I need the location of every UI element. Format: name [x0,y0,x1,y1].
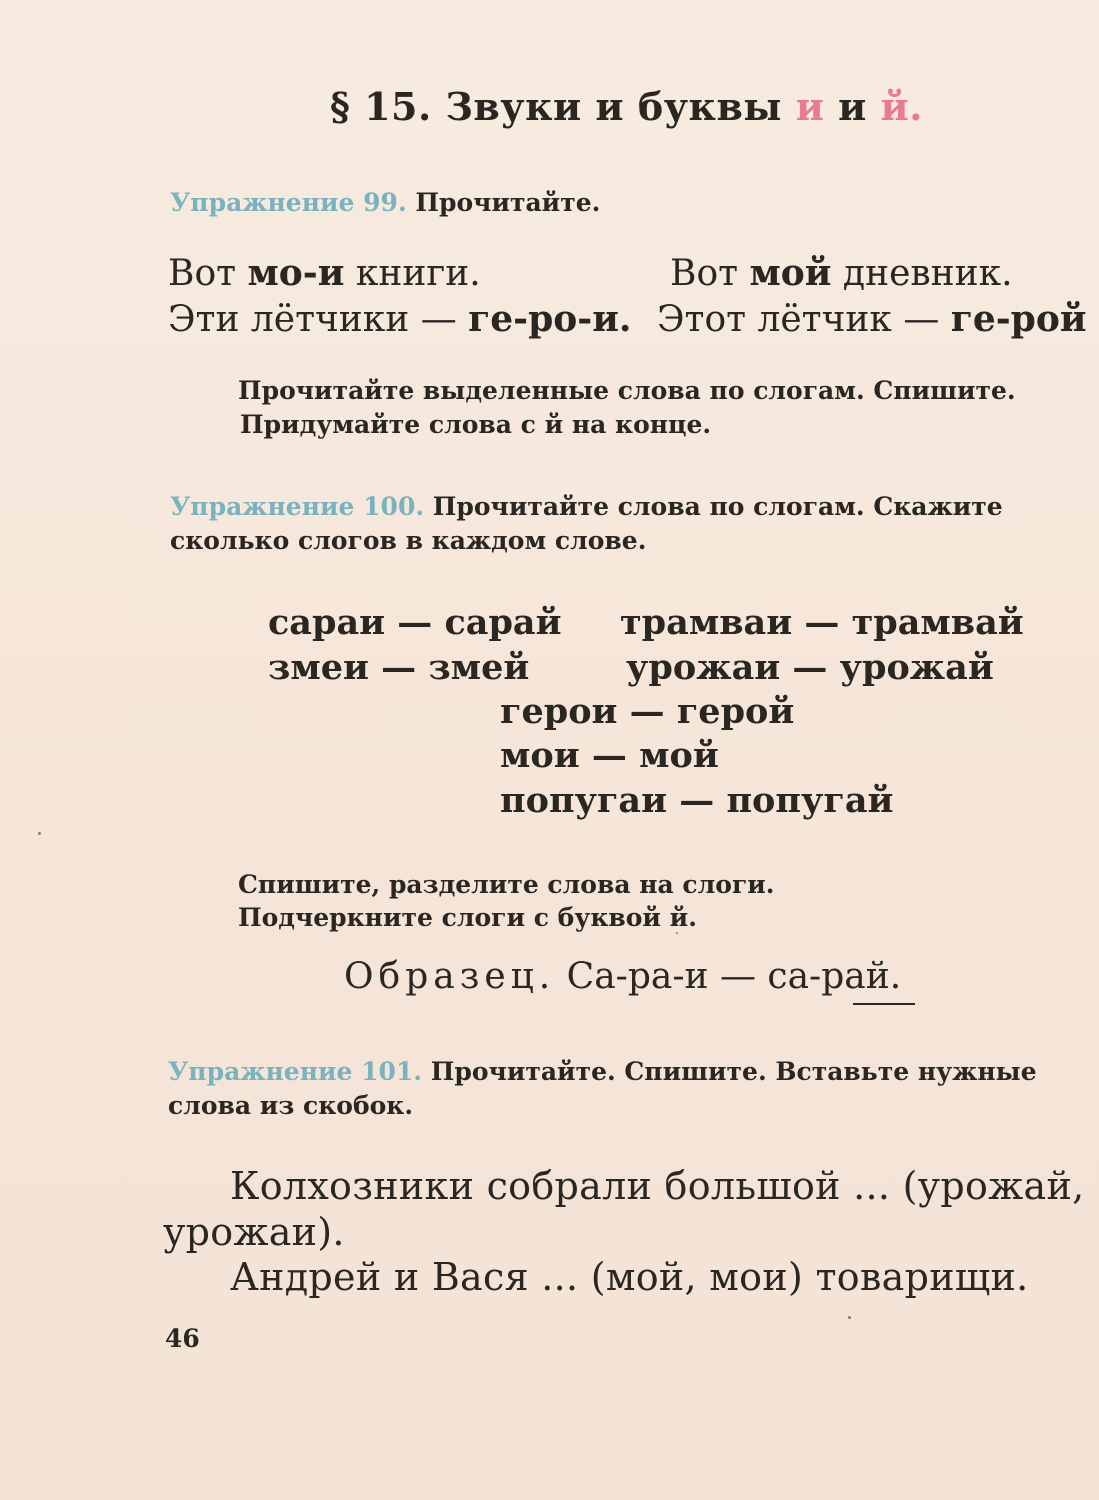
syllable-underline [853,1003,915,1005]
paper-speck [676,932,678,934]
paper-speck [848,1316,851,1319]
exercise-100-sample [344,956,901,997]
exercise-101-task-line2: слова из скобок. [168,1091,414,1120]
sentence-2: Андрей и Вася ... (мой, мои) товарищи. [230,1255,1029,1299]
text-fragment: дневник. [831,253,1013,294]
sentence-1-line-2: урожаи). [163,1210,345,1254]
exercise-101-heading [168,1057,1037,1086]
highlighted-word: мо-и [247,252,345,294]
section-letter-i: и [795,84,825,129]
sample-label: Образец. [344,956,556,997]
exercise-100-task: Прочитайте слова по слогам. Скажите [424,492,1003,521]
text-fragment: Вот [168,253,248,294]
exercise-99-instruction-1: Прочитайте выделенные слова по слогам. Спишите. [238,376,1016,405]
word-pair: змеи — змей [268,647,530,688]
highlighted-word: мой [749,252,832,294]
exercise-100-heading [170,492,1003,521]
exercise-99-instruction-2: Придумайте слова с й на конце. [240,410,712,439]
text-fragment: книги. [344,253,481,294]
sample-text: Са-ра-и — са- [555,956,822,997]
sentence-1-line-1: Колхозники собрали большой ... (урожай, [230,1164,1085,1208]
exercise-99-heading [170,188,600,217]
page-number: 46 [165,1324,200,1353]
section-title-prefix: § 15. Звуки и буквы [330,84,796,129]
text-fragment: Этот лётчик — [657,299,951,340]
exercise-100-instruction-2: Подчеркните слоги с буквой й. [238,903,697,932]
highlighted-word: ге-рой [950,298,1087,340]
exercise-100-label: Упражнение 100. [170,492,425,521]
exercise-100-instruction-1: Спишите, разделите слова на слоги. [238,870,775,899]
exercise-99-line2-right [657,298,1087,340]
exercise-99-line2-left [168,298,631,340]
text-fragment: Эти лётчики — [168,299,469,340]
exercise-99-task: Прочитайте. [406,188,601,217]
paper-speck [38,832,41,835]
highlighted-word: ге-ро-и. [468,298,632,340]
exercise-101-task: Прочитайте. Спишите. Вставьте нужные [422,1057,1037,1086]
section-title [330,84,923,129]
section-title-conj: и [824,84,881,129]
word-pair: урожаи — урожай [626,647,994,688]
sample-underlined-syllable: рай [821,956,890,997]
text-fragment: Вот [670,253,750,294]
exercise-100-task-line2: сколько слогов в каждом слове. [170,526,647,555]
exercise-99-line1-left [168,252,481,294]
exercise-99-label: Упражнение 99. [170,188,407,217]
section-letter-short-i: й. [880,84,923,129]
word-pair: герои — герой [500,691,795,732]
sample-text-end: . [889,956,902,997]
word-pair: сараи — сарай [268,602,562,643]
word-pair: трамваи — трамвай [620,602,1024,643]
word-pair: попугаи — попугай [500,780,894,821]
word-pair: мои — мой [500,735,719,776]
exercise-99-line1-right [670,252,1013,294]
exercise-101-label: Упражнение 101. [168,1057,423,1086]
